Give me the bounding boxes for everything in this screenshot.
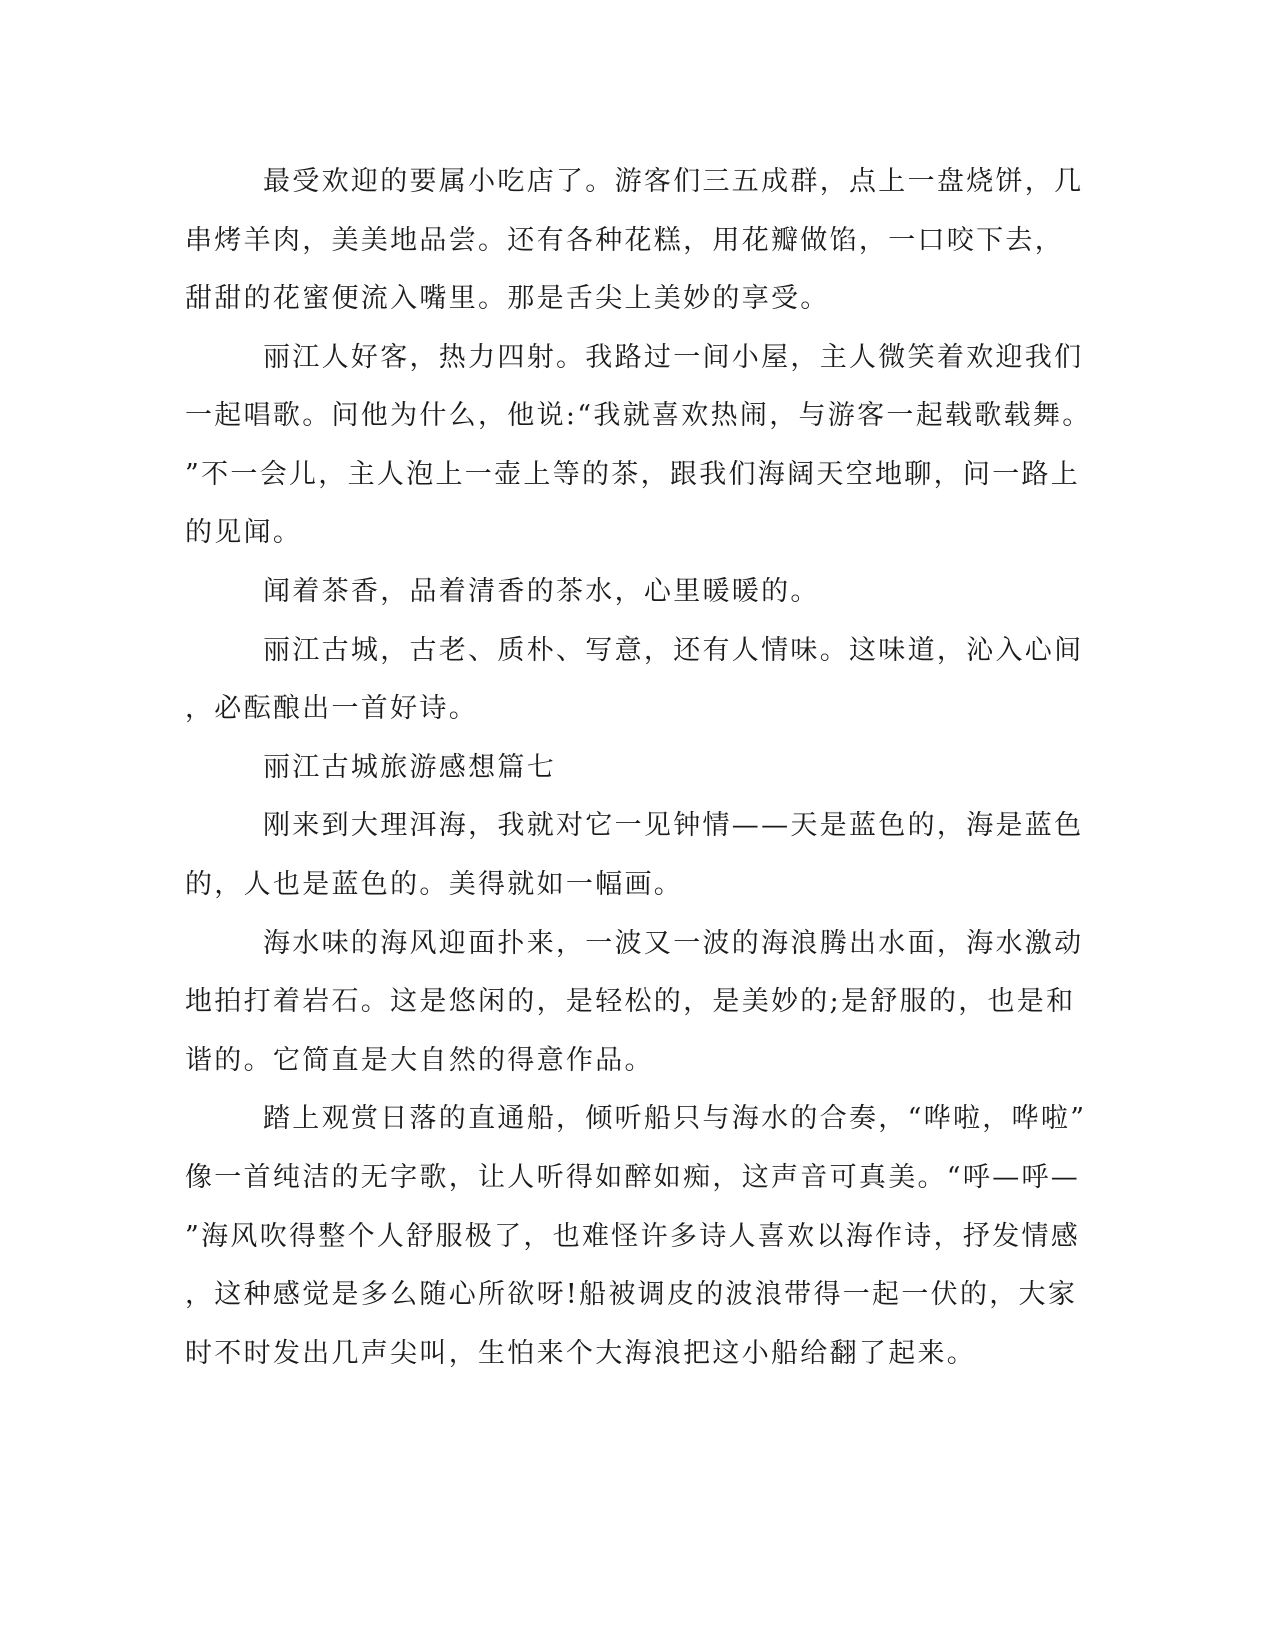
paragraph-line: 踏上观赏日落的直通船，倾听船只与海水的合奏，“哗啦，哗啦”	[263, 1103, 1087, 1134]
paragraph-line: ，必酝酿出一首好诗。	[185, 693, 478, 724]
paragraph-line: 甜甜的花蜜便流入嘴里。那是舌尖上美妙的享受。	[185, 283, 830, 314]
paragraph-line: 一起唱歌。问他为什么，他说:“我就喜欢热闹，与游客一起载歌载舞。	[185, 400, 1092, 431]
paragraph-line: 闻着茶香，品着清香的茶水，心里暖暖的。	[263, 576, 820, 607]
paragraph-line: 像一首纯洁的无字歌，让人听得如醉如痴，这声音可真美。“呼—呼—	[185, 1162, 1081, 1193]
paragraph-line: 的见闻。	[185, 517, 303, 548]
paragraph-line: 刚来到大理洱海，我就对它一见钟情——天是蓝色的，海是蓝色	[263, 810, 1084, 841]
paragraph-line: ，这种感觉是多么随心所欲呀!船被调皮的波浪带得一起一伏的，大家	[185, 1279, 1078, 1310]
paragraph-line: 丽江人好客，热力四射。我路过一间小屋，主人微笑着欢迎我们	[263, 342, 1084, 373]
paragraph-line: 丽江古城，古老、质朴、写意，还有人情味。这味道，沁入心间	[263, 635, 1084, 666]
paragraph-line: 谐的。它简直是大自然的得意作品。	[185, 1045, 654, 1076]
paragraph-line: 时不时发出几声尖叫，生怕来个大海浪把这小船给翻了起来。	[185, 1338, 977, 1369]
paragraph-line: ”海风吹得整个人舒服极了，也难怪许多诗人喜欢以海作诗，抒发情感	[185, 1221, 1081, 1252]
paragraph-line: 串烤羊肉，美美地品尝。还有各种花糕，用花瓣做馅，一口咬下去，	[185, 225, 1064, 256]
section-heading: 丽江古城旅游感想篇七	[263, 752, 556, 783]
paragraph-line: 地拍打着岩石。这是悠闲的，是轻松的，是美妙的;是舒服的，也是和	[185, 986, 1076, 1017]
paragraph-line: 的，人也是蓝色的。美得就如一幅画。	[185, 869, 684, 900]
paragraph-line: 最受欢迎的要属小吃店了。游客们三五成群，点上一盘烧饼，几	[263, 166, 1084, 197]
paragraph-line: 海水味的海风迎面扑来，一波又一波的海浪腾出水面，海水激动	[263, 928, 1084, 959]
paragraph-line: ”不一会儿，主人泡上一壶上等的茶，跟我们海阔天空地聊，问一路上	[185, 459, 1081, 490]
